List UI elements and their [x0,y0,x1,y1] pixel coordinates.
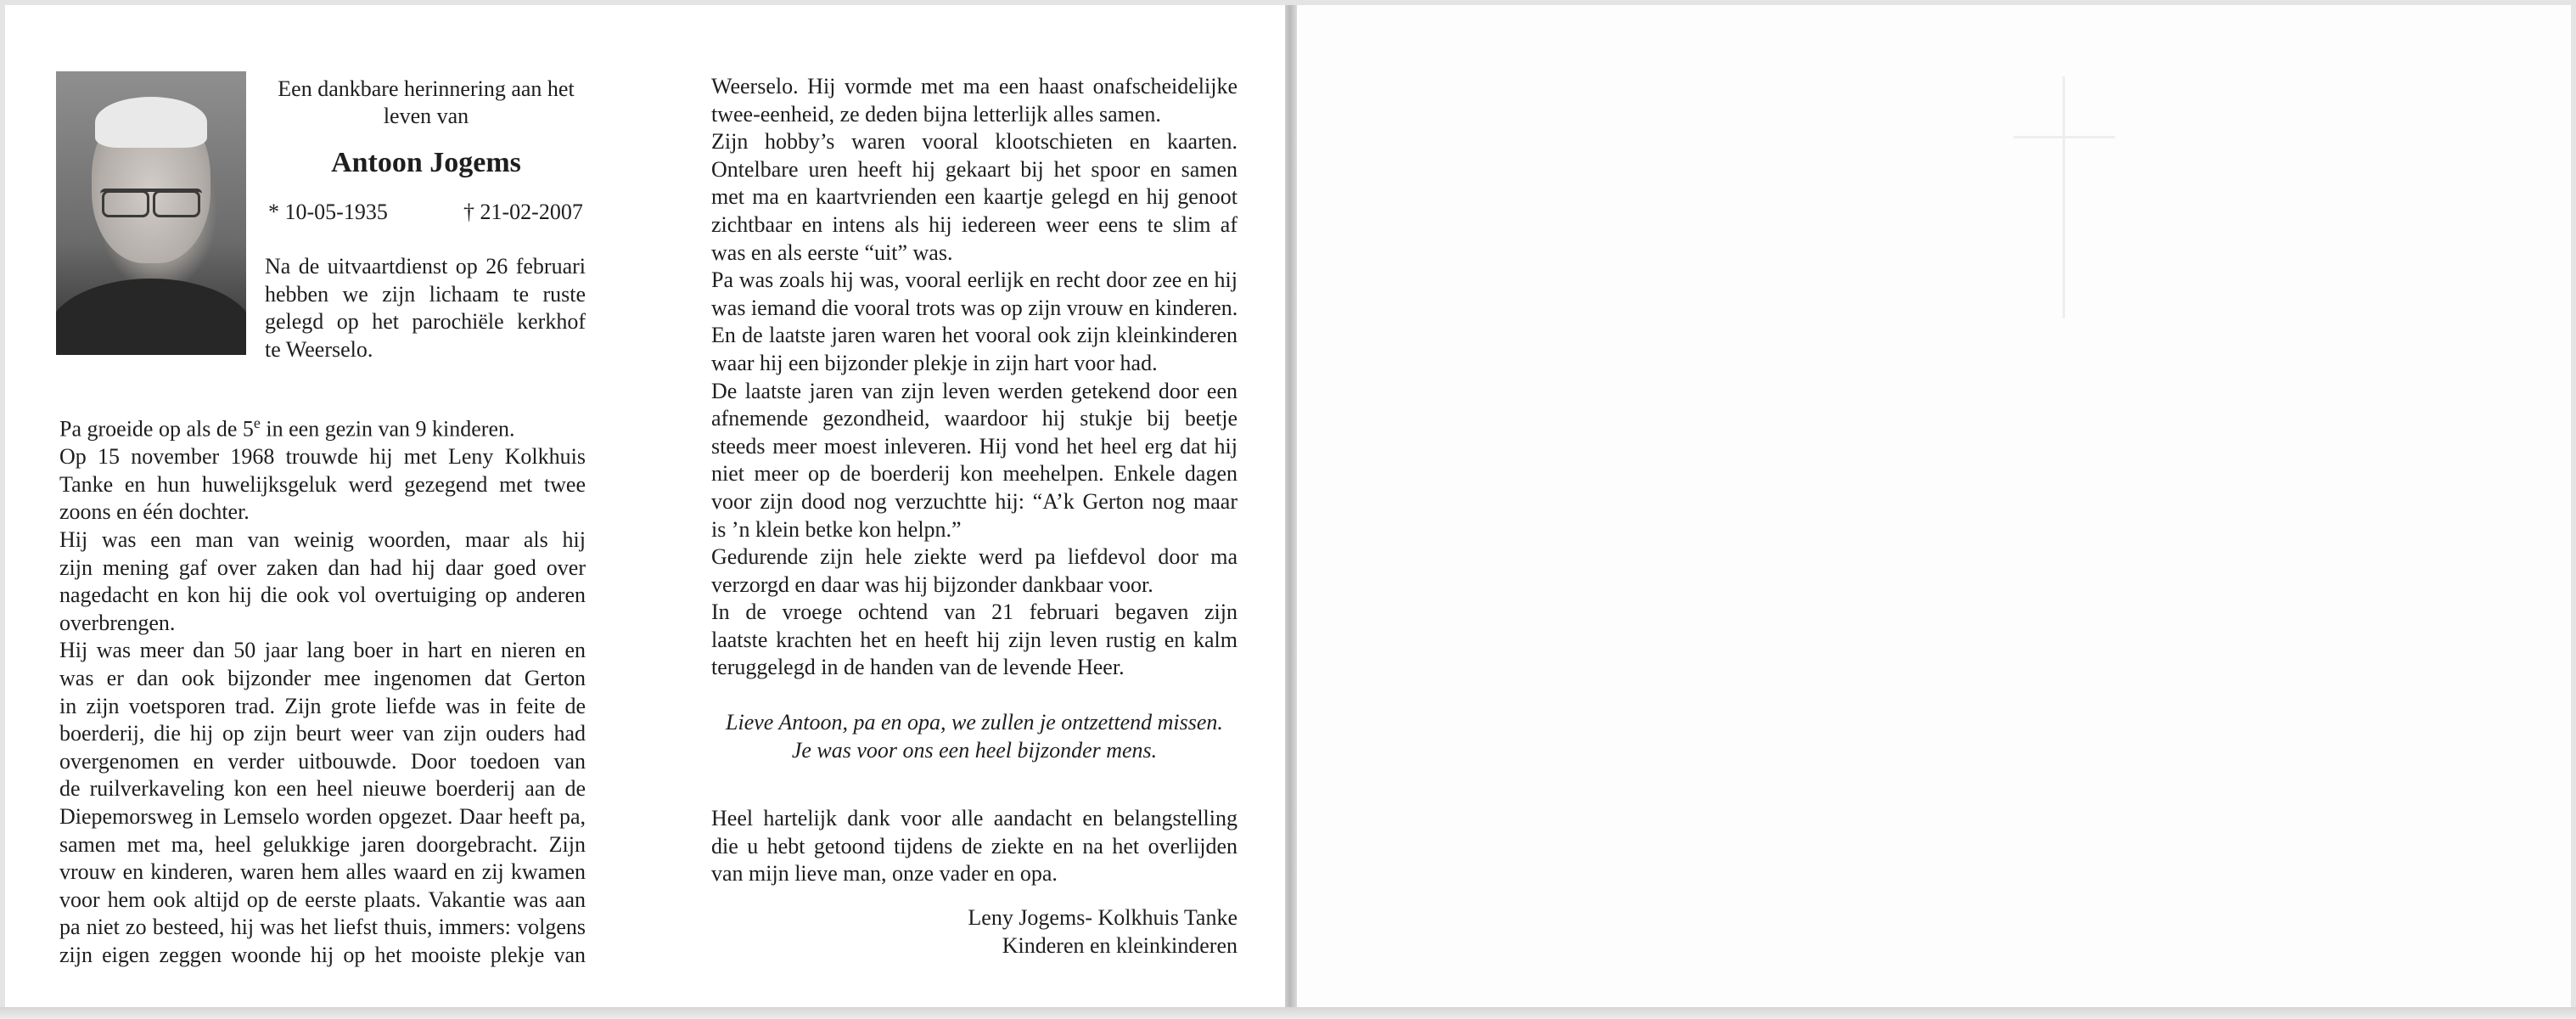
card-back-panel [1297,5,2571,1007]
text-line: zoons en één dochter. [59,499,250,525]
intro-line-1: Een dankbare herinnering aan het [278,76,575,101]
death-date: † 21-02-2007 [463,200,583,224]
text-line: boerderij, die hij op zijn beurt weer van zijn ouders had [59,721,586,746]
first-line: Pa groeide op als de 5e in een gezin van 9 kinderen. [59,414,515,442]
text-line: is ’n klein betke kon helpn.” [711,516,962,542]
burial-line: gelegd op het parochiële kerkhof [265,309,586,335]
text-line: zichtbaar en intens als hij iedereen weer eens te slim af [711,211,1237,237]
text-line: waar hij een bijzonder plekje in zijn hart voor had. [711,350,1158,375]
burial-text [265,253,586,363]
closing-words [711,709,1237,764]
portrait-photo [56,71,246,355]
text-line: zijn mening gaf over zaken dan had hij daar goed over [59,555,586,580]
closing-line: Je was voor ons een heel bijzonder mens. [791,737,1158,763]
thanks-lines [711,805,1237,888]
text-line: teruggelegd in de handen van de levende Heer. [711,655,1125,680]
text-line: In de vroege ochtend van 21 februari begaven zijn [711,600,1237,625]
text-line: Zijn hobby’s waren vooral klootschieten en kaarten. [711,129,1237,155]
burial-line: te Weerselo. [265,336,373,362]
text-line: overgenomen en verder uitbouwde. Door toedoen van [59,748,586,774]
text-line: Ontelbare uren heeft hij gekaart bij het spoor en samen [711,156,1237,182]
right-lines [711,73,1237,682]
text-line: was er dan ook bijzonder mee ingenomen dat Gerton [59,666,586,690]
text-line: Hij was meer dan 50 jaar lang boer in hart en nieren en [59,638,586,663]
signature-line: Leny Jogems- Kolkhuis Tanke [968,905,1237,930]
text-line: Pa was zoals hij was, vooral eerlijk en recht door zee en hij [711,267,1237,293]
text-line: samen met ma, heel gelukkige jaren doorgebracht. Zijn [59,831,586,857]
text-line: die u hebt getoond tijdens de ziekte en na het overlijden [711,833,1237,859]
text-line: met ma en kaartvrienden een kaartje gelegd en hij genoot [711,184,1237,210]
deceased-name: Antoon Jogems [331,147,521,178]
signature [711,904,1237,960]
text-line: Heel hartelijk dank voor alle aandacht en belangstelling [711,806,1237,830]
birth-date: * 10-05-1935 [268,200,388,224]
card-fold [1285,5,1297,1007]
text-line: afnemende gezondheid, waardoor hij stukje bij beetje [711,406,1237,431]
text-line: voor hem ook altijd op de eerste plaats. Vakantie was aan [59,887,586,912]
text-line: overbrengen. [59,610,176,635]
embossed-cross-vertical [2062,76,2065,318]
text-line: Weerselo. Hij vormde met ma een haast onafscheidelijke [711,74,1237,99]
text-line: niet meer op de boerderij kon meehelpen. Enkele dagen [711,461,1237,487]
text-line: Tanke en hun huwelijksgeluk werd gezegend met twee [59,471,586,497]
text-line: nagedacht en kon hij die ook vol overtuiging op anderen [59,583,586,608]
burial-line: Na de uitvaartdienst op 26 februari [265,254,586,279]
text-line: de ruilverkaveling kon een heel nieuwe boerderij aan de [59,776,586,802]
biography-left [59,409,586,970]
text-line: verzorgd en daar was hij bijzonder dankbaar voor. [711,571,1153,597]
text-line: van mijn lieve man, onze vader en opa. [711,861,1058,887]
card-shadow [0,1007,2576,1019]
text-line: in zijn voetsporen trad. Zijn grote liefde was in feite de [59,693,586,718]
biography-right [711,73,1237,682]
text-line: zijn eigen zeggen woonde hij op het mooiste plekje van [59,942,586,967]
thanks-text [711,805,1237,888]
burial-line: hebben we zijn lichaam te ruste [265,281,586,307]
text-line: was iemand die vooral trots was op zijn vrouw en kinderen. [711,295,1238,320]
embossed-cross-horizontal [2013,136,2115,138]
text-line: was en als eerste “uit” was. [711,239,953,265]
text-line: En de laatste jaren waren het vooral ook zijn kleinkinderen [711,323,1237,348]
text-line: Hij was een man van weinig woorden, maar als hij [59,527,586,553]
text-line: De laatste jaren van zijn leven werden getekend door een [711,378,1237,403]
text-line: Gedurende zijn hele ziekte werd pa liefdevol door ma [711,544,1237,570]
intro-line-2: leven van [383,104,469,128]
text-line: pa niet zo besteed, hij was het liefst thuis, immers: volgens [59,915,586,940]
closing-line: Lieve Antoon, pa en opa, we zullen je ontzettend missen. [726,710,1223,735]
text-line: vrouw en kinderen, waren hem alles waard en zij kwamen [59,859,586,885]
text-line: twee-eenheid, ze deden bijna letterlijk alles samen. [711,101,1161,127]
left-lines [59,443,586,969]
text-line: laatste krachten het en heeft hij zijn leven rustig en kalm [711,627,1237,652]
text-line: Op 15 november 1968 trouwde hij met Leny Kolkhuis [59,444,586,470]
text-line: steeds meer moest inleveren. Hij vond het heel erg dat hij [711,433,1237,459]
signature-line: Kinderen en kleinkinderen [1002,932,1237,958]
text-line: voor zijn dood nog verzuchtte hij: “A’k Gerton nog maar [711,488,1237,514]
text-line: Diepemorsweg in Lemselo worden opgezet. Daar heeft pa, [59,803,586,829]
